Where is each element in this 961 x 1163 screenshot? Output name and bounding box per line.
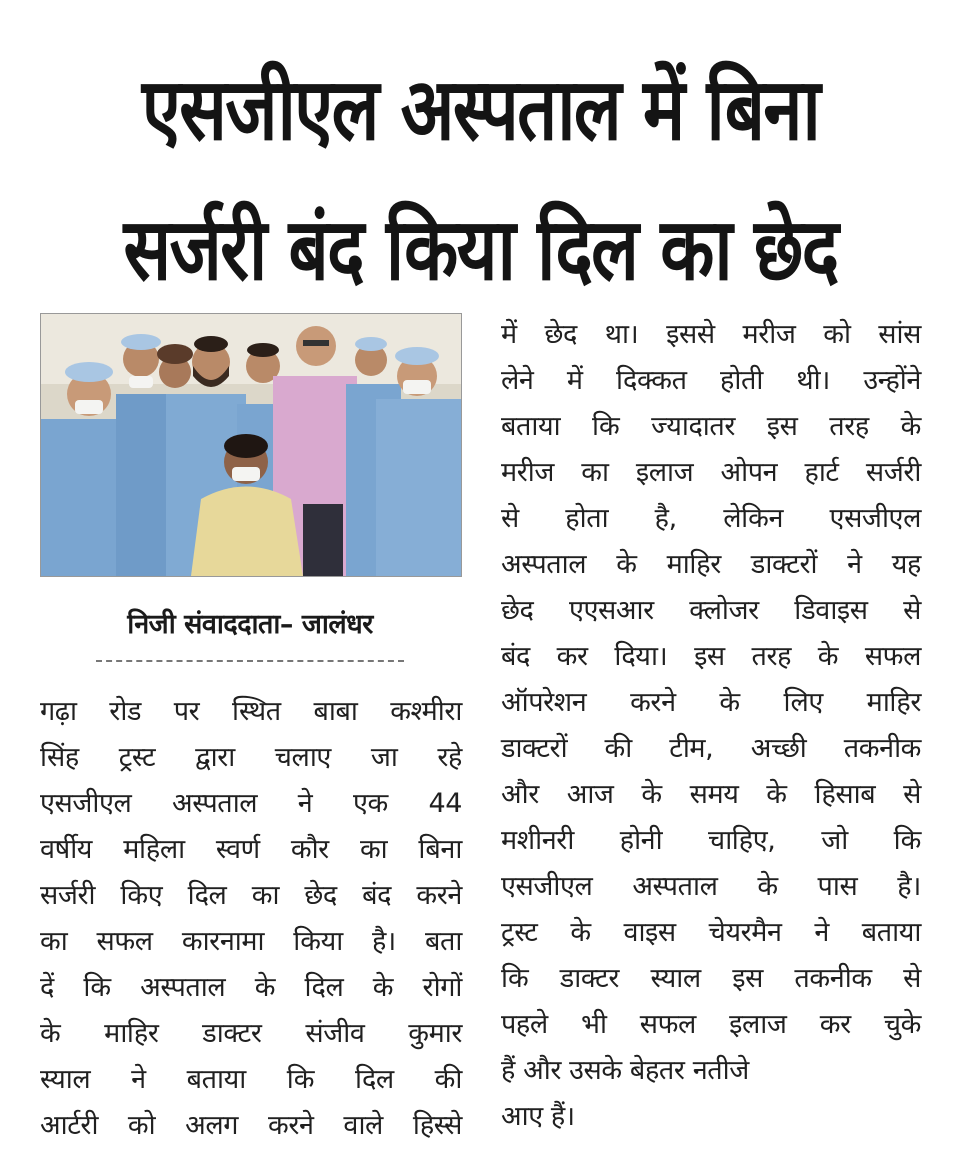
article-column-left (40, 689, 462, 1149)
column-line: गढ़ा रोड पर स्थित बाबा कश्मीरा (40, 696, 462, 727)
headline-line-2: सर्जरी बंद किया दिल का छेद (123, 200, 838, 300)
column-line: डाक्टरों की टीम, अच्छी तकनीक (501, 733, 921, 764)
column-line: अस्पताल के माहिर डाक्टरों ने यह (501, 549, 921, 580)
column-line: पहले भी सफल इलाज कर चुके (501, 1009, 921, 1040)
column-line: आए हैं। (501, 1101, 575, 1132)
headline-line-1: एसजीएल अस्पताल में बिना (141, 60, 820, 160)
column-line: ट्रस्ट के वाइस चेयरमैन ने बताया (501, 917, 921, 948)
column-line: आर्टरी को अलग करने वाले हिस्से (40, 1110, 462, 1141)
headline (101, 40, 860, 320)
column-line: मशीनरी होनी चाहिए, जो कि (501, 825, 921, 856)
article-column-right (501, 312, 921, 1140)
column-line: का सफल कारनामा किया है। बता (40, 926, 462, 957)
column-line: और आज के समय के हिसाब से (501, 779, 921, 810)
column-line: दें कि अस्पताल के दिल के रोगों (40, 972, 462, 1003)
column-line: छेद एएसआर क्लोजर डिवाइस से (501, 595, 921, 626)
column-line: ऑपरेशन करने के लिए माहिर (501, 687, 921, 718)
column-line: से होता है, लेकिन एसजीएल (501, 503, 921, 534)
column-line: वर्षीय महिला स्वर्ण कौर का बिना (40, 834, 462, 865)
column-line: बंद कर दिया। इस तरह के सफल (501, 641, 921, 672)
column-line: हैं और उसके बेहतर नतीजे (501, 1055, 749, 1086)
column-line: एसजीएल अस्पताल ने एक 44 (40, 788, 462, 819)
byline-divider (96, 660, 404, 662)
column-line: बताया कि ज्यादातर इस तरह के (501, 411, 921, 442)
column-line: मरीज का इलाज ओपन हार्ट सर्जरी (501, 457, 921, 488)
byline: निजी संवाददाता– जालंधर (127, 609, 373, 640)
column-line: में छेद था। इससे मरीज को सांस (501, 319, 921, 350)
doctors-group-illustration (41, 314, 461, 576)
column-line: सिंह ट्रस्ट द्वारा चलाए जा रहे (40, 742, 462, 773)
column-line: लेने में दिक्कत होती थी। उन्होंने (501, 365, 921, 396)
column-line: सर्जरी किए दिल का छेद बंद करने (40, 880, 462, 911)
column-line: एसजीएल अस्पताल के पास है। (501, 871, 921, 902)
column-line: के माहिर डाक्टर संजीव कुमार (40, 1018, 462, 1049)
column-line: कि डाक्टर स्याल इस तकनीक से (501, 963, 921, 994)
column-line: स्याल ने बताया कि दिल की (40, 1064, 462, 1095)
news-photo (40, 313, 462, 577)
